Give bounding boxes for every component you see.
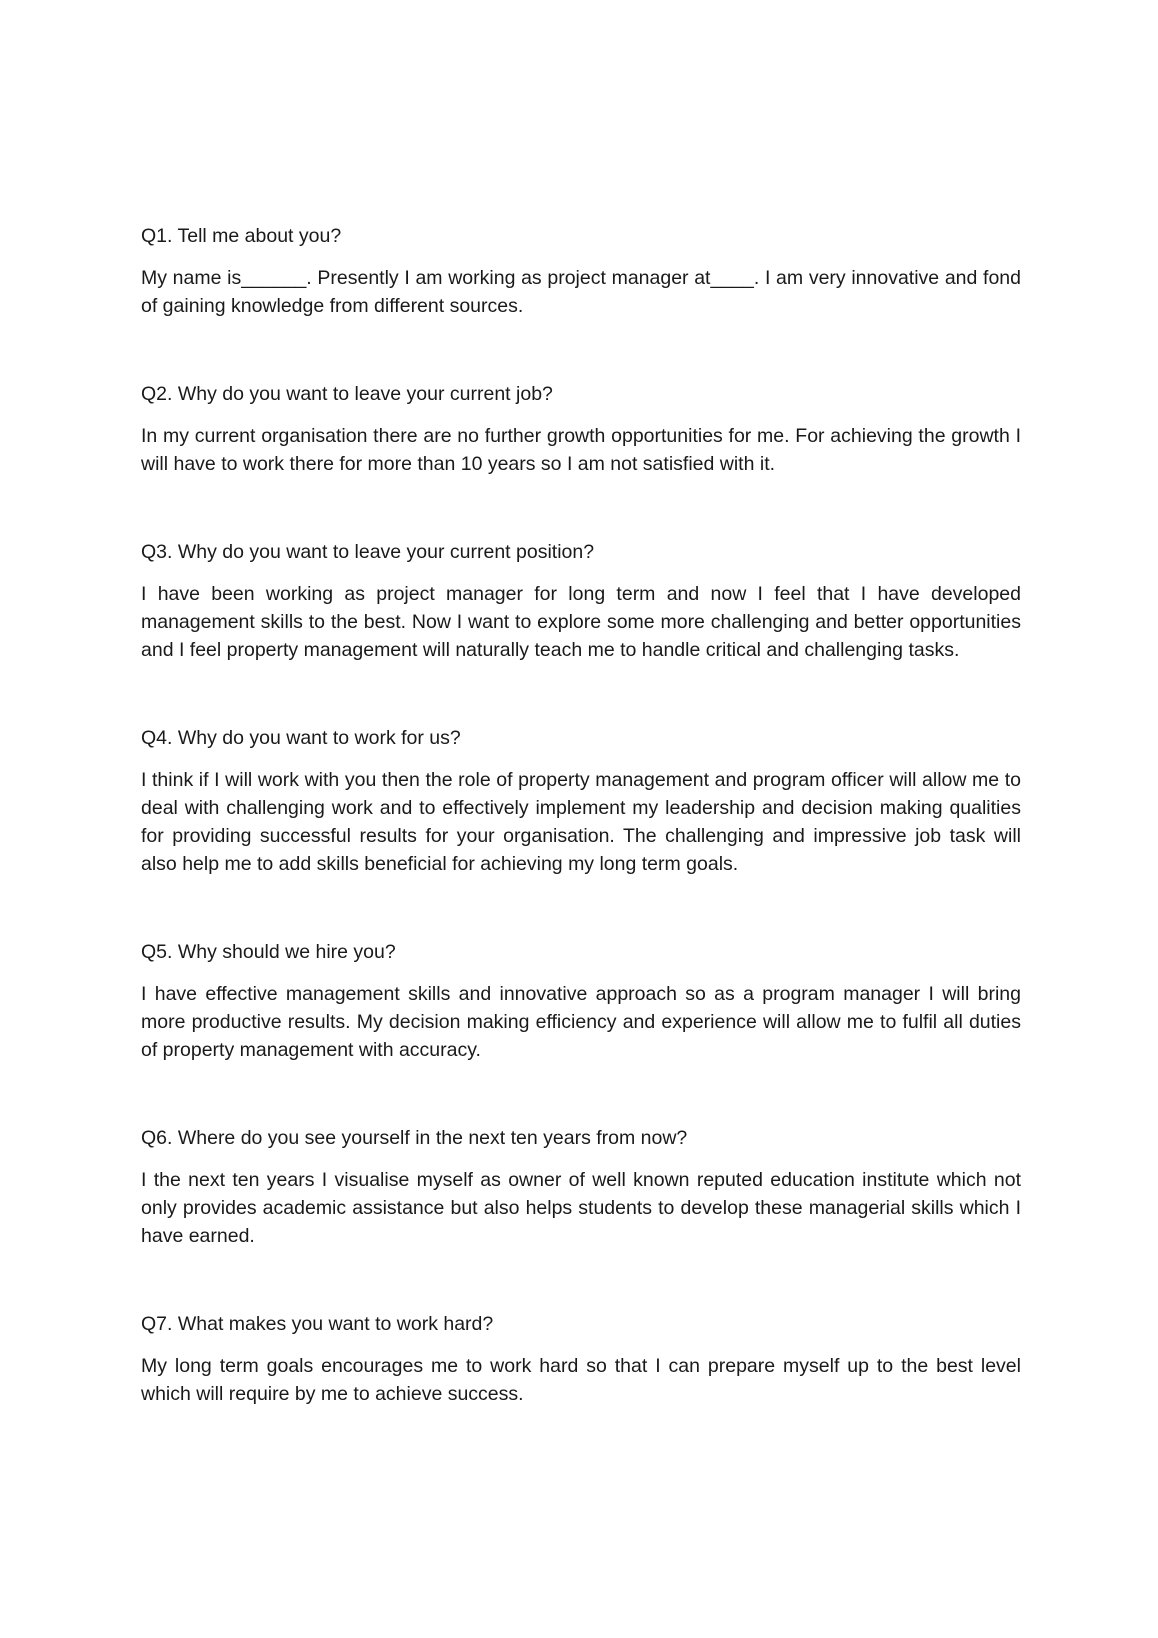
question-2: Q2. Why do you want to leave your current job? — [141, 383, 553, 405]
question-5: Q5. Why should we hire you? — [141, 941, 396, 963]
answer-1: My name is______. Presently I am working as project manager at____. I am very innovative and fond of gaining knowledge from different sources. — [141, 267, 1021, 317]
qa-item-2 — [141, 380, 1021, 478]
answer-2: In my current organisation there are no further growth opportunities for me. For achieving the growth I will have to work there for more than 10 years so I am not satisfied with it. — [141, 425, 1021, 475]
answer-5: I have effective management skills and innovative approach so as a program manager I will bring more productive results. My decision making efficiency and experience will allow me to fulfil all duties of property management with accuracy. — [141, 983, 1021, 1061]
qa-item-7 — [141, 1310, 1021, 1408]
question-4: Q4. Why do you want to work for us? — [141, 727, 461, 749]
question-7: Q7. What makes you want to work hard? — [141, 1313, 494, 1335]
question-1: Q1. Tell me about you? — [141, 225, 342, 247]
document-body — [141, 222, 1021, 1468]
question-6: Q6. Where do you see yourself in the next ten years from now? — [141, 1127, 688, 1149]
answer-4: I think if I will work with you then the role of property management and program officer will allow me to deal with challenging work and to effectively implement my leadership and decision making qualities for providing successful results for your organisation. The challenging and impressive job task will also help me to add skills beneficial for achieving my long term goals. — [141, 769, 1021, 875]
qa-item-1 — [141, 222, 1021, 320]
qa-item-3 — [141, 538, 1021, 664]
answer-3: I have been working as project manager for long term and now I feel that I have developed management skills to the best. Now I want to explore some more challenging and better opportunities and I feel property management will naturally teach me to handle critical and challenging tasks. — [141, 583, 1021, 661]
question-3: Q3. Why do you want to leave your current position? — [141, 541, 595, 563]
answer-7: My long term goals encourages me to work hard so that I can prepare myself up to the best level which will require by me to achieve success. — [141, 1355, 1021, 1405]
qa-item-5 — [141, 938, 1021, 1064]
answer-6: I the next ten years I visualise myself as owner of well known reputed education institute which not only provides academic assistance but also helps students to develop these managerial skills which I have earned. — [141, 1169, 1021, 1247]
qa-item-6 — [141, 1124, 1021, 1250]
qa-item-4 — [141, 724, 1021, 878]
